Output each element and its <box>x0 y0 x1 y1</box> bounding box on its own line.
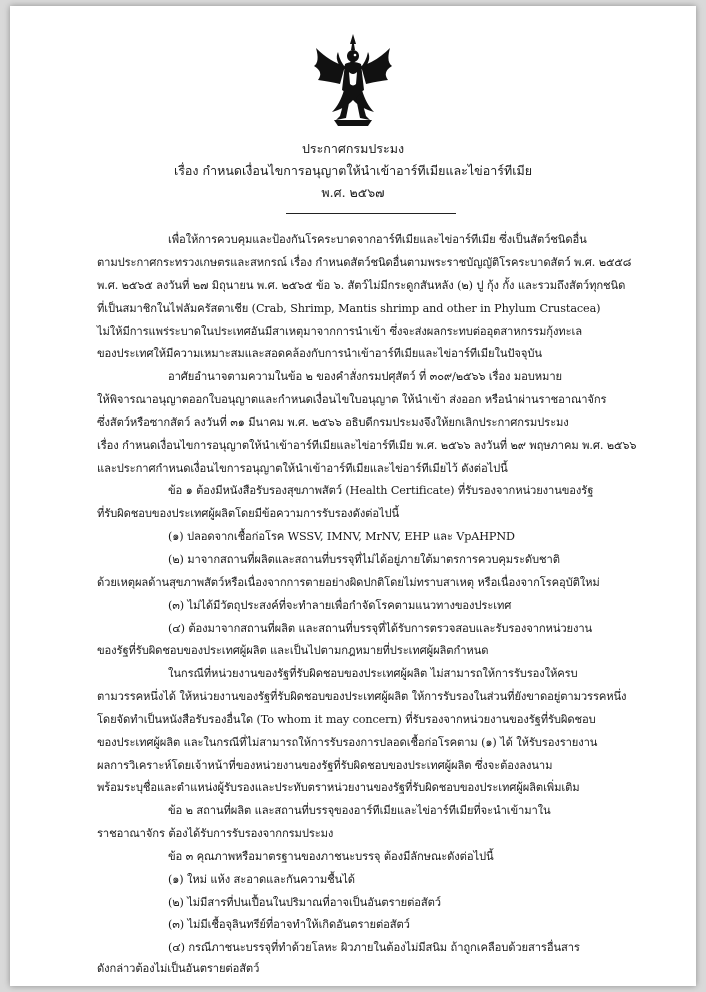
list-item: (๑) ใหม่ แห้ง สะอาดและกันความชื้นได้ <box>168 873 355 886</box>
header-divider <box>286 213 456 214</box>
paragraph-line: ด้วยเหตุผลด้านสุขภาพสัตว์หรือเนื่องจากการตายอย่างผิดปกติโดยไม่ทราบสาเหตุ หรือเนื่องจากโรคอุบัติใหม่ <box>97 576 600 589</box>
paragraph-line: อาศัยอำนาจตามความในข้อ ๒ ของคำสั่งกรมปศุสัตว์ ที่ ๓๐๙/๒๕๖๖ เรื่อง มอบหมาย <box>168 370 562 383</box>
list-item: (๑) ปลอดจากเชื้อก่อโรค WSSV, IMNV, MrNV, EHP และ VpAHPND <box>168 530 515 543</box>
year-title: พ.ศ. ๒๕๖๗ <box>321 185 385 200</box>
subject-title: เรื่อง กำหนดเงื่อนไขการอนุญาตให้นำเข้าอาร์ทีเมียและไข่อาร์ทีเมีย <box>173 163 533 178</box>
paragraph-line: โดยจัดทำเป็นหนังสือรับรองอื่นใด (To whom it may concern) ที่รับรองจากหน่วยงานของรัฐที่รับผิดชอบ <box>97 713 596 726</box>
list-item: (๒) ไม่มีสารที่ปนเปื้อนในปริมาณที่อาจเป็นอันตรายต่อสัตว์ <box>168 896 441 909</box>
clause-heading: ข้อ ๑ ต้องมีหนังสือรับรองสุขภาพสัตว์ (Health Certificate) ที่รับรองจากหน่วยงานของรัฐ <box>168 484 594 497</box>
paragraph-line: ในกรณีที่หน่วยงานของรัฐที่รับผิดชอบของประเทศผู้ผลิต ไม่สามารถให้การรับรองให้ครบ <box>168 667 578 680</box>
paragraph-line: ผลการวิเคราะห์โดยเจ้าหน้าที่ของหน่วยงานของรัฐที่รับผิดชอบของประเทศผู้ผลิต ซึ่งจะต้องลงนาม <box>97 759 553 772</box>
paragraph-line: ที่รับผิดชอบของประเทศผู้ผลิตโดยมีข้อความการรับรองดังต่อไปนี้ <box>97 507 400 520</box>
paragraph-line: ดังกล่าวต้องไม่เป็นอันตรายต่อสัตว์ <box>97 962 260 975</box>
paragraph-line: ตามประกาศกระทรวงเกษตรและสหกรณ์ เรื่อง กำหนดสัตว์ชนิดอื่นตามพระราชบัญญัติโรคระบาดสัตว์ พ.ศ. ๒๕๕๘ <box>97 256 632 269</box>
paragraph-line: ตามวรรคหนึ่งได้ ให้หน่วยงานของรัฐที่รับผิดชอบของประเทศผู้ผลิต ให้การรับรองในส่วนที่ยังขาดอยู่ตามวรรคหนึ่ง <box>97 690 627 703</box>
paragraph-line: ของประเทศให้มีความเหมาะสมและสอดคล้องกับการนำเข้าอาร์ทีเมียและไข่อาร์ทีเมียในปัจจุบัน <box>97 347 542 360</box>
list-item: (๔) ต้องมาจากสถานที่ผลิต และสถานที่บรรจุที่ได้รับการตรวจสอบและรับรองจากหน่วยงาน <box>168 622 593 635</box>
paragraph-line: ราชอาณาจักร ต้องได้รับการรับรองจากกรมประมง <box>97 827 334 840</box>
paragraph-line: ไม่ให้มีการแพร่ระบาดในประเทศอันมีสาเหตุมาจากการนำเข้า ซึ่งจะส่งผลกระทบต่ออุตสาหกรรมกุ้งทะเล <box>97 325 582 338</box>
paragraph-line: พ.ศ. ๒๕๖๕ ลงวันที่ ๒๗ มิถุนายน พ.ศ. ๒๕๖๕ ข้อ ๖. สัตว์ไม่มีกระดูกสันหลัง (๒) ปู กุ้ง กั้ง และรวมถึงสัตว์ทุกชนิด <box>97 279 626 292</box>
list-item: (๓) ไม่มีเชื้อจุลินทรีย์ที่อาจทำให้เกิดอันตรายต่อสัตว์ <box>168 918 410 931</box>
clause-heading: ข้อ ๒ สถานที่ผลิต และสถานที่บรรจุของอาร์ทีเมียและไข่อาร์ทีเมียที่จะนำเข้ามาใน <box>168 804 551 817</box>
paragraph-line: พร้อมระบุชื่อและตำแหน่งผู้รับรองและประทับตราหน่วยงานของรัฐที่รับผิดชอบของประเทศผู้ผลิตเพิ่มเติม <box>97 781 580 794</box>
paragraph-line: และประกาศกำหนดเงื่อนไขการอนุญาตให้นำเข้าอาร์ทีเมียและไข่อาร์ทีเมียไว้ ดังต่อไปนี้ <box>97 462 508 475</box>
paragraph-line: เพื่อให้การควบคุมและป้องกันโรคระบาดจากอาร์ทีเมียและไข่อาร์ทีเมีย ซึ่งเป็นสัตว์ชนิดอื่น <box>168 233 587 246</box>
paragraph-line: ที่เป็นสมาชิกในไฟลัมครัสตาเชีย (Crab, Shrimp, Mantis shrimp and other in Phylum Crustacea) <box>97 302 601 315</box>
paragraph-line: เรื่อง กำหนดเงื่อนไขการอนุญาตให้นำเข้าอาร์ทีเมียและไข่อาร์ทีเมีย พ.ศ. ๒๕๖๖ ลงวันที่ ๒๙ พฤษภาคม พ.ศ. ๒๕๖๖ <box>97 439 637 452</box>
paragraph-line: ของรัฐที่รับผิดชอบของประเทศผู้ผลิต และเป็นไปตามกฎหมายที่ประเทศผู้ผลิตกำหนด <box>97 644 489 657</box>
paragraph-line: ของประเทศผู้ผลิต และในกรณีที่ไม่สามารถให้การรับรองการปลอดเชื้อก่อโรคตาม (๑) ได้ ให้รับรองรายงาน <box>97 736 598 749</box>
clause-heading: ข้อ ๓ คุณภาพหรือมาตรฐานของภาชนะบรรจุ ต้องมีลักษณะดังต่อไปนี้ <box>168 850 494 863</box>
list-item: (๓) ไม่ได้มีวัตถุประสงค์ที่จะทำลายเพื่อกำจัดโรคตามแนวทางของประเทศ <box>168 599 512 612</box>
garuda-emblem-icon <box>310 32 396 128</box>
paragraph-line: ให้พิจารณาอนุญาตออกใบอนุญาตและกำหนดเงื่อนไขใบอนุญาต ให้นำเข้า ส่งออก หรือนำผ่านราชอาณาจักร <box>97 393 607 406</box>
issuer-title: ประกาศกรมประมง <box>301 141 405 156</box>
list-item: (๔) กรณีภาชนะบรรจุที่ทำด้วยโลหะ ผิวภายในต้องไม่มีสนิม ถ้าถูกเคลือบด้วยสารอื่นสาร <box>168 941 580 954</box>
paragraph-line: ซึ่งสัตว์หรือซากสัตว์ ลงวันที่ ๓๑ มีนาคม พ.ศ. ๒๕๖๖ อธิบดีกรมประมงจึงให้ยกเลิกประกาศกรมประมง <box>97 416 569 429</box>
list-item: (๒) มาจากสถานที่ผลิตและสถานที่บรรจุที่ไม่ได้อยู่ภายใต้มาตรการควบคุมระดับชาติ <box>168 553 560 566</box>
